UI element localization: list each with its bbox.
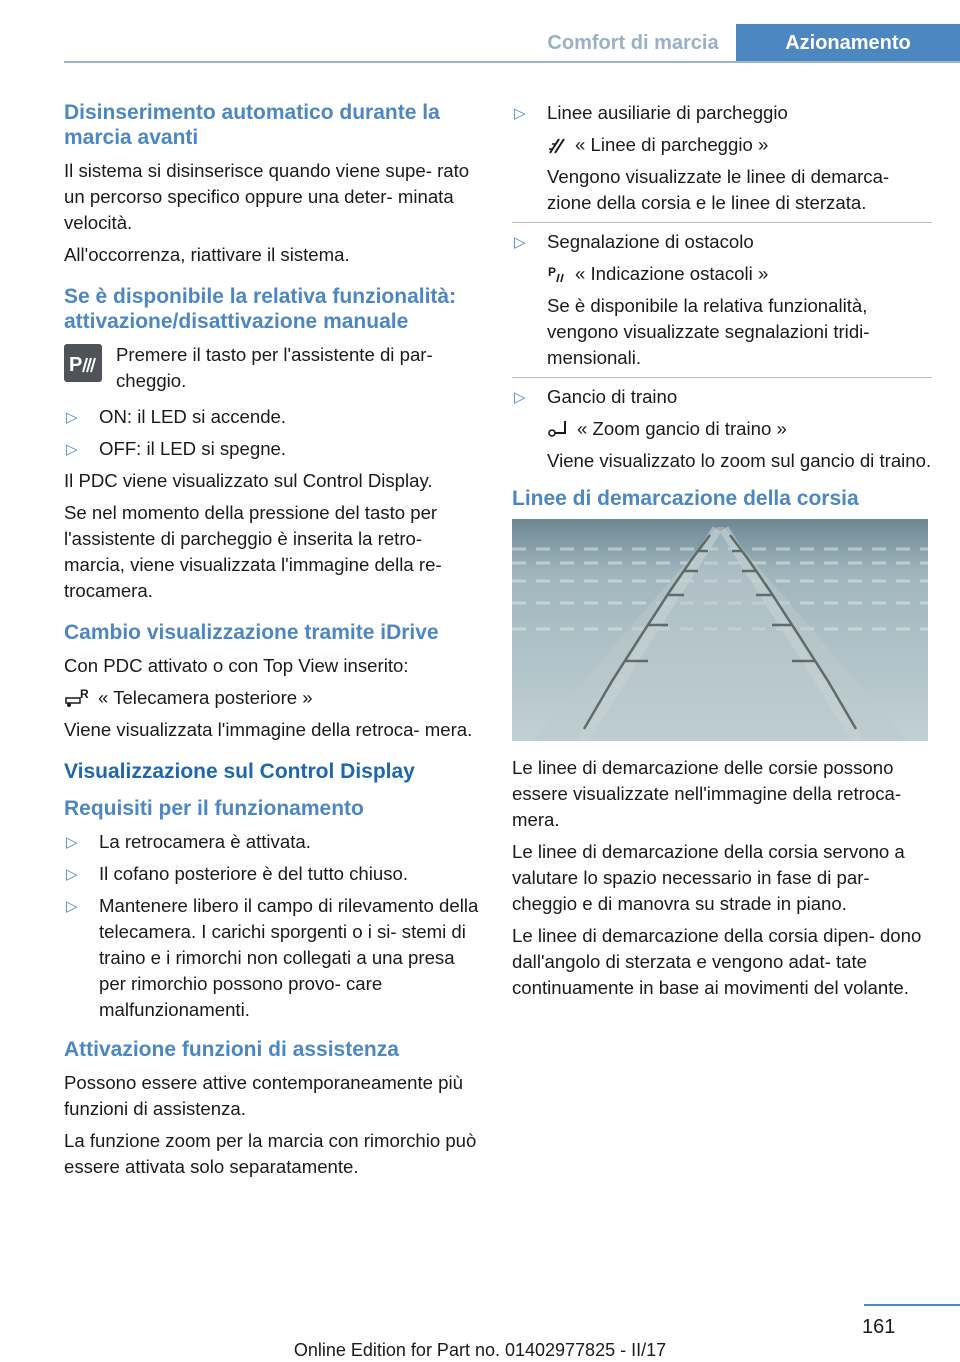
tab-azionamento-label: Azionamento: [785, 31, 911, 54]
led-bullets: [64, 404, 484, 462]
heading-control-display: Visualizzazione sul Control Display: [64, 760, 415, 783]
rear-camera-icon: [64, 687, 90, 709]
heading-assist: Attivazione funzioni di assistenza: [64, 1038, 399, 1061]
bullet-triangle-icon: ▷: [514, 105, 526, 122]
paragraph-zoom: La funzione zoom per la marcia con rimorchio può essere attivata solo separatamente.: [64, 1130, 477, 1177]
option-obstacle: [512, 229, 932, 371]
left-column: [64, 100, 484, 1186]
header-divider: [64, 61, 960, 63]
bullet-triangle-icon: ▷: [514, 234, 526, 251]
paragraph-reverse: Se nel momento della pressione del tasto per l'assistente di parcheggio è inserita la retro- marcia, viene visualizzata l'immagine della re- trocamera.: [64, 502, 442, 601]
tow-hitch-icon: [547, 419, 569, 439]
svg-text:P: P: [548, 265, 557, 279]
requirement-item: [64, 829, 484, 855]
option-parking-lines: [512, 100, 932, 216]
requirement-text: Mantenere libero il campo di rilevamento della telecamera. I carichi sporgenti o i si- stemi di traino e i rimorchi non collegati a una presa per rimorchio possono provo- care malfunzionamenti.: [99, 895, 479, 1020]
press-key-row: [64, 342, 484, 394]
paragraph-pdc-display: Il PDC viene visualizzato sul Control Display.: [64, 470, 433, 491]
paragraph-lane-2: Le linee di demarcazione della corsia servono a valutare lo spazio necessario in fase di par- cheggio e di manovra su strade in piano.: [512, 841, 905, 914]
bullet-triangle-icon: ▷: [66, 409, 78, 426]
edition-text: Online Edition for Part no. 01402977825 - II/17: [293, 1340, 667, 1360]
menu-parking-lines-label: « Linee di parcheggio »: [575, 134, 769, 155]
option-tow-hitch: [512, 384, 932, 474]
svg-text:P: P: [69, 354, 83, 376]
heading-idrive: Cambio visualizzazione tramite iDrive: [64, 621, 439, 644]
menu-parking-lines[interactable]: [547, 132, 932, 158]
requirement-item: [64, 861, 484, 887]
requirement-item: [64, 893, 484, 1023]
option-title: Linee ausiliarie di parcheggio: [547, 102, 788, 123]
bullet-triangle-icon: ▷: [66, 441, 78, 458]
paragraph-auto-off: Il sistema si disinserisce quando viene supe- rato un percorso specifico oppure una deter- minata velocità.: [64, 160, 470, 233]
parking-lines-icon: [547, 135, 567, 155]
paragraph-assist: Possono essere attive contemporaneamente più funzioni di assistenza.: [64, 1072, 463, 1119]
heading-manual: Se è disponibile la relativa funzionalità: attivazione/disattivazione manuale: [64, 285, 457, 333]
requirement-text: La retrocamera è attivata.: [99, 831, 311, 852]
led-on-item: [64, 404, 484, 430]
option-title: Segnalazione di ostacolo: [547, 231, 754, 252]
option-description: Vengono visualizzate le linee di demarca- zione della corsia e le linee di sterzata.: [547, 166, 890, 213]
view-options-list: [512, 100, 932, 474]
tab-comfort-label: Comfort di marcia: [547, 31, 719, 54]
led-off-item: [64, 436, 484, 462]
tab-azionamento[interactable]: [736, 24, 960, 62]
menu-tow-hitch[interactable]: [547, 416, 932, 442]
paragraph-idrive: Con PDC attivato o con Top View inserito:: [64, 655, 409, 676]
menu-obstacle[interactable]: [547, 261, 932, 287]
menu-obstacle-label: « Indicazione ostacoli »: [575, 263, 769, 284]
menu-rear-camera[interactable]: [64, 685, 484, 711]
park-assist-key-icon: [64, 344, 102, 382]
paragraph-reactivate: All'occorrenza, riattivare il sistema.: [64, 244, 350, 265]
bullet-triangle-icon: ▷: [66, 866, 78, 883]
heading-lane-lines: Linee di demarcazione della corsia: [512, 487, 859, 510]
option-description: Viene visualizzato lo zoom sul gancio di traino.: [547, 450, 932, 471]
menu-rear-camera-label: « Telecamera posteriore »: [98, 687, 313, 708]
heading-requirements: Requisiti per il funzionamento: [64, 797, 364, 820]
paragraph-image: Viene visualizzata l'immagine della retroca- mera.: [64, 719, 473, 740]
option-title: Gancio di traino: [547, 386, 678, 407]
led-on-text: ON: il LED si accende.: [99, 406, 287, 427]
option-description: Se è disponibile la relativa funzionalità, vengono visualizzate segnalazioni tridi- mensionali.: [547, 295, 870, 368]
separator: [512, 222, 932, 223]
separator: [512, 377, 932, 378]
bullet-triangle-icon: ▷: [514, 389, 526, 406]
footer-divider: [864, 1304, 960, 1306]
requirement-text: Il cofano posteriore è del tutto chiuso.: [99, 863, 409, 884]
paragraph-lane-3: Le linee di demarcazione della corsia dipen- dono dall'angolo di sterzata e vengono adat- tate continuamente in base ai movimenti del volante.: [512, 925, 922, 998]
heading-auto-off: Disinserimento automatico durante la marcia avanti: [64, 101, 440, 149]
bullet-triangle-icon: ▷: [66, 898, 78, 915]
right-column: [512, 100, 932, 1007]
svg-text:R: R: [80, 687, 89, 701]
menu-tow-hitch-label: « Zoom gancio di traino »: [577, 418, 787, 439]
led-off-text: OFF: il LED si spegne.: [99, 438, 287, 459]
press-key-text: Premere il tasto per l'assistente di par- cheggio.: [116, 344, 433, 391]
lane-lines-camera-image: [512, 519, 928, 741]
tab-comfort-di-marcia[interactable]: [530, 24, 736, 62]
requirements-bullets: [64, 829, 484, 1023]
paragraph-lane-1: Le linee di demarcazione delle corsie possono essere visualizzate nell'immagine della retroca- mera.: [512, 757, 902, 830]
bullet-triangle-icon: ▷: [66, 834, 78, 851]
page-number: 161: [862, 1316, 896, 1338]
obstacle-icon: [547, 264, 567, 284]
